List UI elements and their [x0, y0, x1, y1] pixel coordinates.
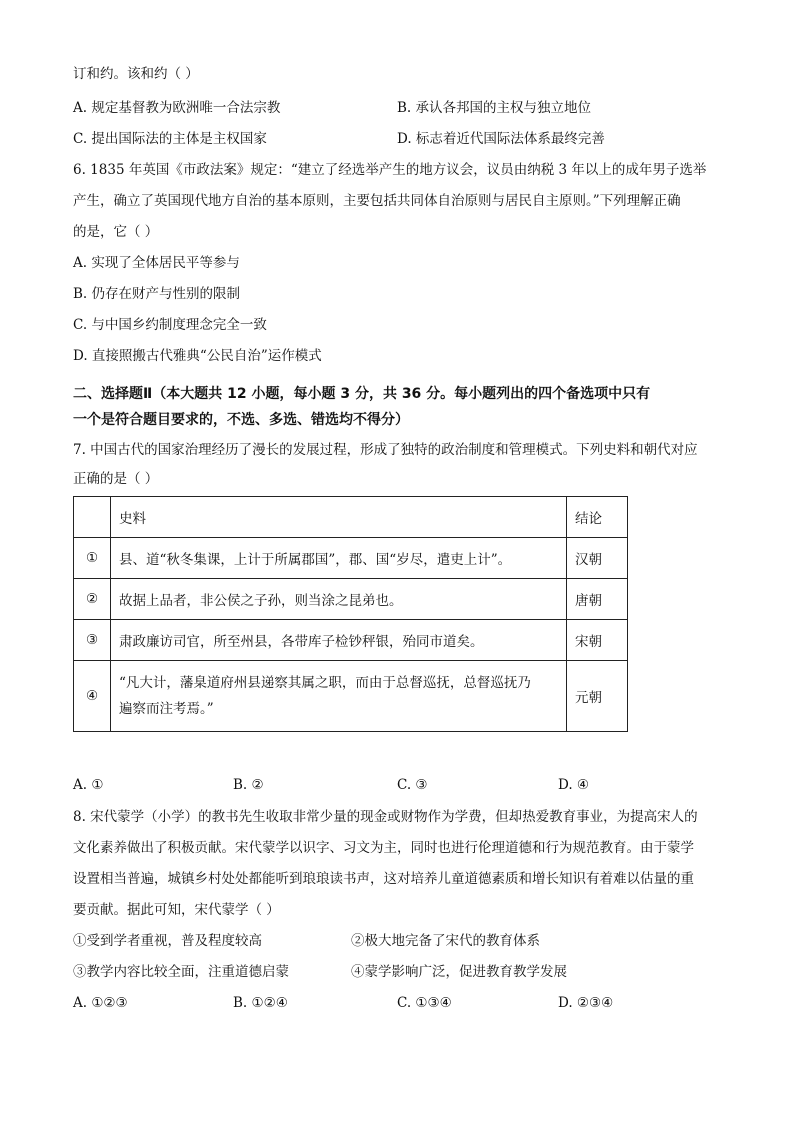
row-source-line2: 遍察而注考焉。” [119, 701, 214, 717]
q5-stem: 订和约。该和约（ ） [73, 66, 199, 82]
row-source-line1: “凡大计，藩臬道府州县递察其属之职，而由于总督巡抚，总督巡抚乃 [119, 675, 531, 691]
header-source: 史料 [111, 497, 567, 538]
q8-option-b: B. ①②④ [233, 995, 288, 1011]
q8-stem-line4: 要贡献。据此可知，宋代蒙学（ ） [73, 902, 280, 918]
row-source: 故据上品者，非公侯之子孙，则当涂之昆弟也。 [111, 579, 567, 620]
q8-option-c: C. ①③④ [397, 995, 452, 1011]
q8-option-a: A. ①②③ [73, 995, 128, 1011]
q8-statement-4: ④蒙学影响广泛，促进教育教学发展 [351, 964, 567, 980]
row-source: 肃政廉访司官，所至州县，各带库子检钞秤银，殆同市道矣。 [111, 620, 567, 661]
row-num: ① [74, 538, 111, 579]
q6-option-a: A. 实现了全体居民平等参与 [73, 255, 240, 271]
row-dynasty: 唐朝 [567, 579, 628, 620]
q8-statement-2: ②极大地完备了宋代的教育体系 [351, 933, 540, 949]
q8-statement-3: ③教学内容比较全面，注重道德启蒙 [73, 964, 289, 980]
q8-stem-line2: 文化素养做出了积极贡献。宋代蒙学以识字、习文为主，同时也进行伦理道德和行为规范教育。由于蒙学 [73, 840, 694, 856]
q7-stem-line1: 7. 中国古代的国家治理经历了漫长的发展过程，形成了独特的政治制度和管理模式。下列史料和朝代对应 [73, 442, 698, 458]
header-conclusion: 结论 [567, 497, 628, 538]
table-row [74, 538, 628, 579]
row-source [111, 661, 567, 732]
q7-option-a: A. ① [73, 777, 104, 793]
q6-option-c: C. 与中国乡约制度理念完全一致 [73, 317, 267, 333]
row-dynasty: 汉朝 [567, 538, 628, 579]
header-num [74, 497, 111, 538]
row-num: ② [74, 579, 111, 620]
q7-option-b: B. ② [233, 777, 264, 793]
q6-option-d: D. 直接照搬古代雅典“公民自治”运作模式 [73, 348, 322, 364]
table-row [74, 661, 628, 732]
q7-stem-line2: 正确的是（ ） [73, 471, 159, 487]
q5-option-c: C. 提出国际法的主体是主权国家 [73, 131, 267, 147]
q8-option-d: D. ②③④ [558, 995, 614, 1011]
section-2-heading-line2: 一个是符合题目要求的，不选、多选、错选均不得分） [73, 412, 409, 428]
row-dynasty: 元朝 [567, 661, 628, 732]
q5-option-b: B. 承认各邦国的主权与独立地位 [397, 100, 592, 116]
section-2-heading-line1: 二、选择题Ⅱ（本大题共 12 小题，每小题 3 分，共 36 分。每小题列出的四个备选项中只有 [73, 386, 651, 402]
row-source: 县、道“秋冬集课，上计于所属郡国”，郡、国“岁尽，遣吏上计”。 [111, 538, 567, 579]
table-row [74, 579, 628, 620]
q8-stem-line3: 设置相当普遍，城镇乡村处处都能听到琅琅读书声，这对培养儿童道德素质和增长知识有着难以估量的重 [73, 871, 694, 887]
row-num: ③ [74, 620, 111, 661]
q6-option-b: B. 仍存在财产与性别的限制 [73, 286, 241, 302]
q6-stem-line2: 产生，确立了英国现代地方自治的基本原则，主要包括共同体自治原则与居民自主原则。”下列理解正确 [73, 193, 681, 209]
q6-stem-line1: 6. 1835 年英国《市政法案》规定：“建立了经选举产生的地方议会，议员由纳税 3 年以上的成年男子选举 [73, 162, 707, 178]
q8-statement-1: ①受到学者重视，普及程度较高 [73, 933, 262, 949]
q5-option-a: A. 规定基督教为欧洲唯一合法宗教 [73, 100, 281, 116]
q7-option-d: D. ④ [558, 777, 590, 793]
row-num: ④ [74, 661, 111, 732]
q5-option-d: D. 标志着近代国际法体系最终完善 [397, 131, 605, 147]
q8-stem-line1: 8. 宋代蒙学（小学）的教书先生收取非常少量的现金或财物作为学费，但却热爱教育事业，为提高宋人的 [73, 809, 698, 825]
q7-option-c: C. ③ [397, 777, 428, 793]
table-row [74, 620, 628, 661]
table-header-row [74, 497, 628, 538]
q7-source-table [73, 496, 628, 732]
row-dynasty: 宋朝 [567, 620, 628, 661]
q6-stem-line3: 的是，它（ ） [73, 224, 159, 240]
